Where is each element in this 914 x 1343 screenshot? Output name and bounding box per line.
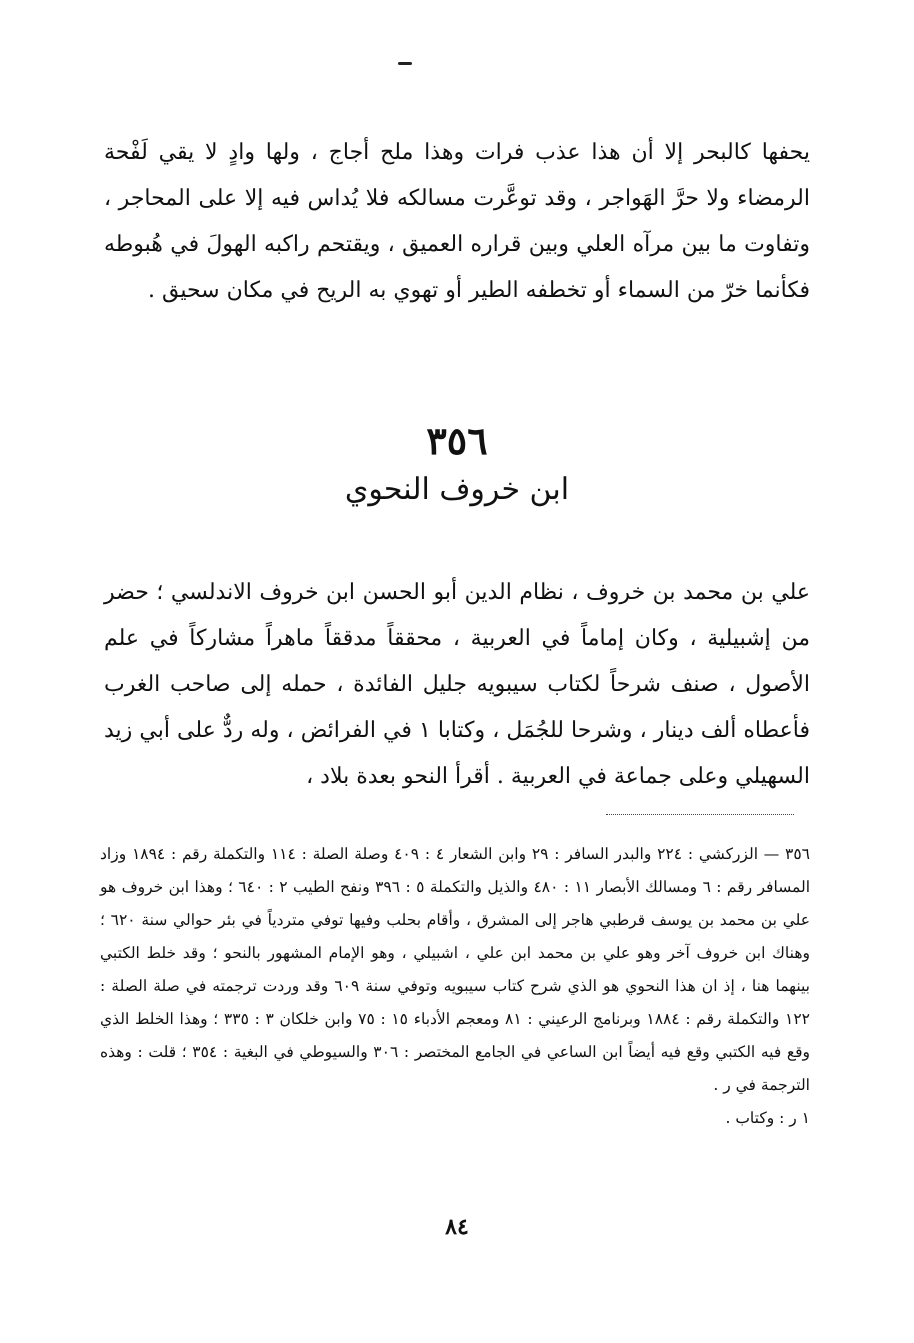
entry-title: ابن خروف النحوي (344, 472, 570, 507)
entry-paragraph (104, 570, 810, 800)
ink-mark (398, 62, 412, 65)
continued-paragraph (104, 130, 810, 314)
continued-text: يحفها كالبحر إلا أن هذا عذب فرات وهذا ملح أجاج ، ولها وادٍ لا يقي لَفْحة الرمضاء ولا حرَّ الهَواجر ، وقد توعَّرت مسالكه فلا يُداس فيه إلا على المحاجر ، وتفاوت ما بين مرآه العلي وبين قراره العميق ، ويقتحم راكبه الهولَ في هُبوطه فكأنما خرّ من السماء أو تخطفه الطير أو تهوي به الريح في مكان سحيق . (104, 140, 810, 303)
footnote-separator (606, 814, 794, 815)
entry-text: علي بن محمد بن خروف ، نظام الدين أبو الحسن ابن خروف الاندلسي ؛ حضر من إشبيلية ، وكان إماماً في العربية ، محققاً مدققاً ماهراً مشاركاً في علم الأصول ، صنف شرحاً لكتاب سيبويه جليل الفائدة ، حمله إلى صاحب الغرب فأعطاه ألف دينار ، وشرحا للجُمَل ، وكتابا ١ في الفرائض ، وله ردٌّ على أبي زيد السهيلي وعلى جماعة في العربية . أقرأ النحو بعدة بلاد ، (104, 580, 811, 789)
page-number: ٨٤ (445, 1214, 469, 1240)
entry-number: ٣٥٦ (426, 418, 488, 463)
footnotes (100, 838, 810, 1135)
footnote-variant: ١ ر : وكتاب . (725, 1109, 810, 1127)
footnote-main: ٣٥٦ — الزركشي : ٢٢٤ والبدر السافر : ٢٩ وابن الشعار ٤ : ٤٠٩ وصلة الصلة : ١١٤ والتكملة رقم : ١٨٩٤ وزاد المسافر رقم : ٦ ومسالك الأبصار ١١ : ٤٨٠ والذيل والتكملة ٥ : ٣٩٦ ونفح الطيب ٢ : ٦٤٠ ؛ وهذا ابن خروف هو علي بن محمد بن يوسف قرطبي هاجر إلى المشرق ، وأقام بحلب وفيها توفي متردياً في بئر حوالي سنة ٦٢٠ ؛ وهناك ابن خروف آخر وهو علي بن محمد ابن علي ، اشبيلي ، وهو الإمام المشهور بالنحو ؛ وقد خلط الكتبي بينهما هنا ، إذ ان هذا النحوي هو الذي شرح كتاب سيبويه وتوفي سنة ٦٠٩ وقد وردت ترجمته في صلة الصلة : ١٢٢ والتكملة رقم : ١٨٨٤ وبرنامج الرعيني : ٨١ ومعجم الأدباء ١٥ : ٧٥ وابن خلكان ٣ : ٣٣٥ ؛ وهذا الخلط الذي وقع فيه الكتبي وقع فيه أيضاً ابن الساعي في الجامع المختصر : ٣٠٦ والسيوطي في البغية : ٣٥٤ ؛ قلت : وهذه الترجمة في ر . (100, 845, 811, 1094)
